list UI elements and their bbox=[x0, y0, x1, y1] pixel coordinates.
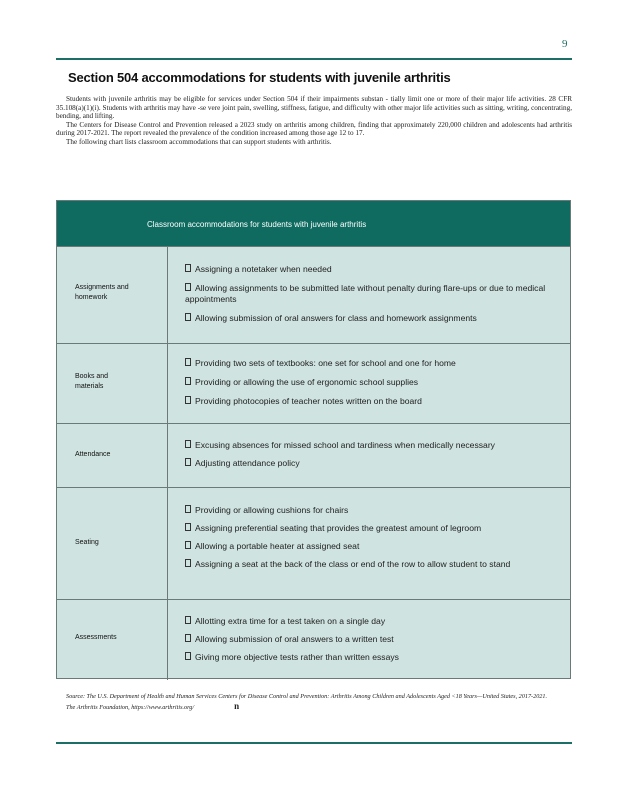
list-item: Assigning a notetaker when needed bbox=[185, 264, 565, 275]
row-category-label: Books and materials bbox=[75, 373, 109, 390]
row-category bbox=[57, 424, 168, 487]
checkbox-icon bbox=[185, 440, 191, 448]
list-item: Allowing submission of oral answers to a written test bbox=[185, 634, 565, 645]
top-rule bbox=[56, 58, 572, 60]
table-row bbox=[57, 487, 570, 599]
list-item: Allowing submission of oral answers for class and homework assignments bbox=[185, 313, 565, 324]
row-category-label: Assessments bbox=[75, 634, 117, 641]
row-category-label: Assignments and homework bbox=[75, 284, 129, 301]
accommodations-table bbox=[56, 200, 571, 679]
list-item: Excusing absences for missed school and tardiness when medically necessary bbox=[185, 440, 565, 451]
list-item: Allowing assignments to be submitted late without penalty during flare-ups or due to medical appointments bbox=[185, 283, 546, 304]
row-category-label: Seating bbox=[75, 539, 99, 546]
checkbox-icon bbox=[185, 616, 191, 624]
checkbox-icon bbox=[185, 458, 191, 466]
list-item: Adjusting attendance policy bbox=[185, 458, 565, 469]
checkbox-icon bbox=[185, 358, 191, 366]
checkbox-icon bbox=[185, 283, 191, 291]
list-item: Providing or allowing cushions for chairs bbox=[185, 505, 565, 516]
list-item: Giving more objective tests rather than written essays bbox=[185, 652, 565, 663]
table-header bbox=[57, 201, 570, 246]
row-category bbox=[57, 247, 168, 343]
paragraph: The Centers for Disease Control and Prevention released a 2023 study on arthritis among children, finding that approximately 220,000 children and adolescents had arthritis during 2017-2021. The report revealed the prevalence of the condition increased among those age 12 to 17. bbox=[56, 120, 572, 138]
source-line: The Arthritis Foundation, https://www.arthritis.org/ n bbox=[66, 700, 240, 711]
checkbox-icon bbox=[185, 396, 191, 404]
row-category bbox=[57, 488, 168, 599]
page-number: 9 bbox=[562, 38, 568, 50]
glyph-mark: n bbox=[234, 700, 240, 711]
table-row bbox=[57, 343, 570, 423]
section-title: Section 504 accommodations for students with juvenile arthritis bbox=[68, 70, 451, 85]
source-line: Source: The U.S. Department of Health and Human Services Centers for Disease Control and Prevention: Arthritis Among Children and Adolescents Aged <18 Years—United States, 2017-2021. bbox=[66, 693, 548, 700]
row-category bbox=[57, 344, 168, 423]
checkbox-icon bbox=[185, 541, 191, 549]
paragraph: Students with juvenile arthritis may be eligible for services under Section 504 if their impairments substan - tially limit one or more of their major life activities. 28 CFR 35.108(a)(1)(i). Students with arthritis may have -se vere joint pain, swelling, stiffness, fatigue, and difficulty with other major life activities such as sitting, writing, concentrating, bending, and lifting. bbox=[56, 95, 572, 121]
checkbox-icon bbox=[185, 559, 191, 567]
list-item: Allowing a portable heater at assigned seat bbox=[185, 541, 565, 552]
paragraph: The following chart lists classroom accommodations that can support students with arthritis. bbox=[66, 137, 332, 146]
checkbox-icon bbox=[185, 313, 191, 321]
list-item: Assigning preferential seating that provides the greatest amount of legroom bbox=[185, 523, 565, 534]
list-item: Assigning a seat at the back of the class or end of the row to allow student to stand bbox=[185, 559, 565, 570]
table-row bbox=[57, 246, 570, 343]
table-header-label: Classroom accommodations for students with juvenile arthritis bbox=[147, 220, 367, 229]
list-item: Providing photocopies of teacher notes written on the board bbox=[185, 396, 565, 407]
checkbox-icon bbox=[185, 634, 191, 642]
table-row bbox=[57, 423, 570, 487]
checkbox-icon bbox=[185, 523, 191, 531]
source-note bbox=[66, 693, 566, 712]
list-item: Allotting extra time for a test taken on a single day bbox=[185, 616, 565, 627]
row-category-label: Attendance bbox=[75, 451, 111, 458]
checkbox-icon bbox=[185, 505, 191, 513]
row-category bbox=[57, 600, 168, 680]
list-item: Providing two sets of textbooks: one set for school and one for home bbox=[185, 358, 565, 369]
checkbox-icon bbox=[185, 264, 191, 272]
list-item: Providing or allowing the use of ergonomic school supplies bbox=[185, 377, 565, 388]
bottom-rule bbox=[56, 742, 572, 744]
intro-text bbox=[56, 95, 572, 147]
table-row bbox=[57, 599, 570, 680]
checkbox-icon bbox=[185, 652, 191, 660]
checkbox-icon bbox=[185, 377, 191, 385]
